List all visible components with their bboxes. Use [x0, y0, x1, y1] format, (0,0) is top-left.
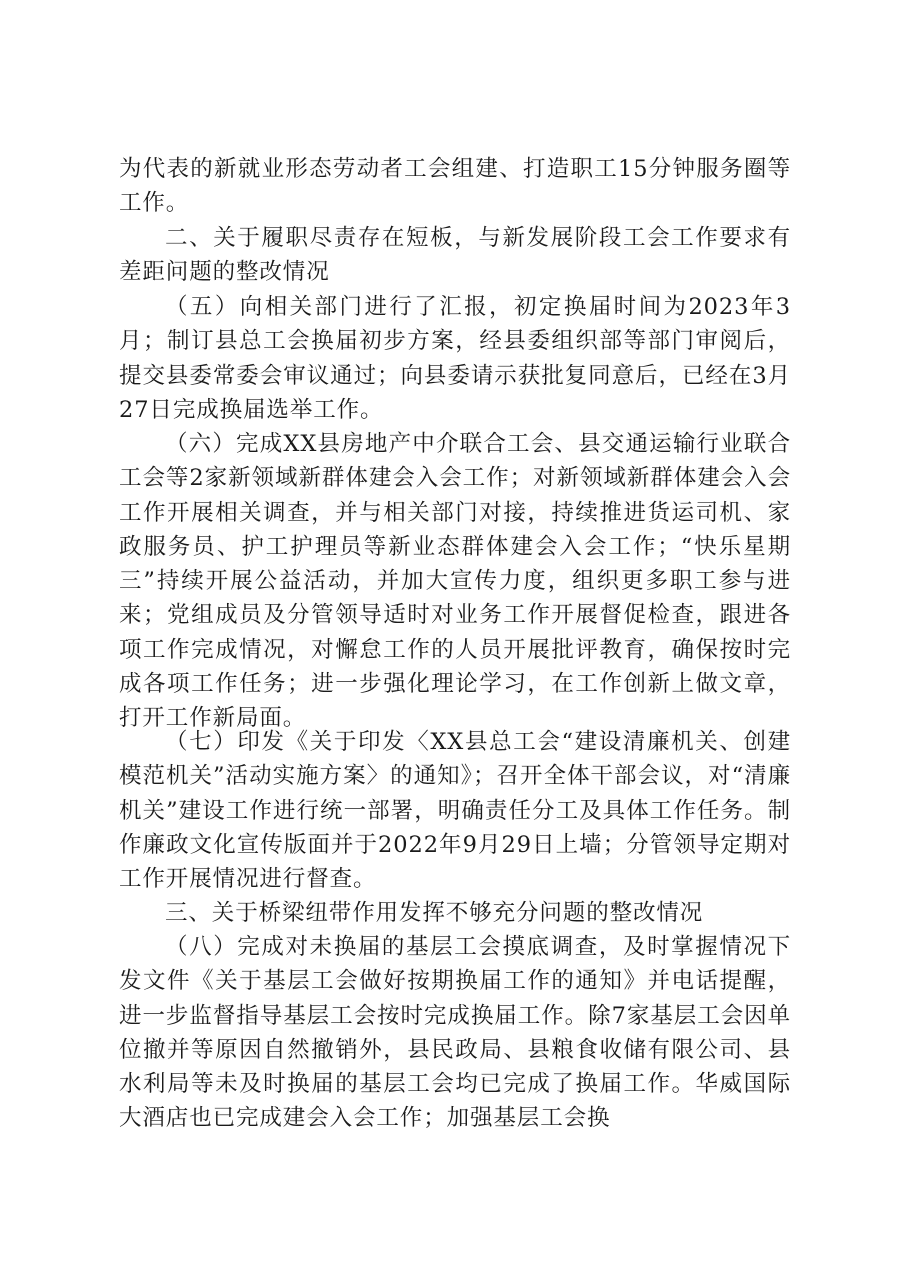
section-heading-2: 二、关于履职尽责存在短板，与新发展阶段工会工作要求有差距问题的整改情况: [119, 225, 791, 286]
paragraph-item-5: （五）向相关部门进行了汇报，初定换届时间为2023年3月；制订县总工会换届初步方案，经县委组织部等部门审阅后，提交县委常委会审议通过；向县委请示获批复同意后，已经在3月27日完成换届选举工作。: [119, 294, 791, 423]
paragraph-item-8: （八）完成对未换届的基层工会摸底调查，及时掌握情况下发文件《关于基层工会做好按期换届工作的通知》并电话提醒，进一步监督指导基层工会按时完成换届工作。除7家基层工会因单位撤并等原因自然撤销外，县民政局、县粮食收储有限公司、县水利局等未及时换届的基层工会均已完成了换届工作。华威国际大酒店也已完成建会入会工作；加强基层工会换: [119, 934, 791, 1132]
paragraph-item-7: （七）印发《关于印发〈XX县总工会“建设清廉机关、创建模范机关”活动实施方案〉的通知》；召开全体干部会议，对“清廉机关”建设工作进行统一部署，明确责任分工及具体工作任务。制作廉政文化宣传版面并于2022年9月29日上墙；分管领导定期对工作开展情况进行督查。: [119, 729, 791, 893]
paragraph-item-6: （六）完成XX县房地产中介联合工会、县交通运输行业联合工会等2家新领域新群体建会入会工作；对新领域新群体建会入会工作开展相关调查，并与相关部门对接，持续推进货运司机、家政服务员、护工护理员等新业态群体建会入会工作；“快乐星期三”持续开展公益活动，并加大宣传力度，组织更多职工参与进来；党组成员及分管领导适时对业务工作开展督促检查，跟进各项工作完成情况，对懈怠工作的人员开展批评教育，确保按时完成各项工作任务；进一步强化理论学习，在工作创新上做文章，打开工作新局面。: [119, 431, 791, 732]
section-heading-3: 三、关于桥梁纽带作用发挥不够充分问题的整改情况: [165, 900, 704, 926]
paragraph-continuation: 为代表的新就业形态劳动者工会组建、打造职工15分钟服务圈等工作。: [119, 156, 791, 217]
